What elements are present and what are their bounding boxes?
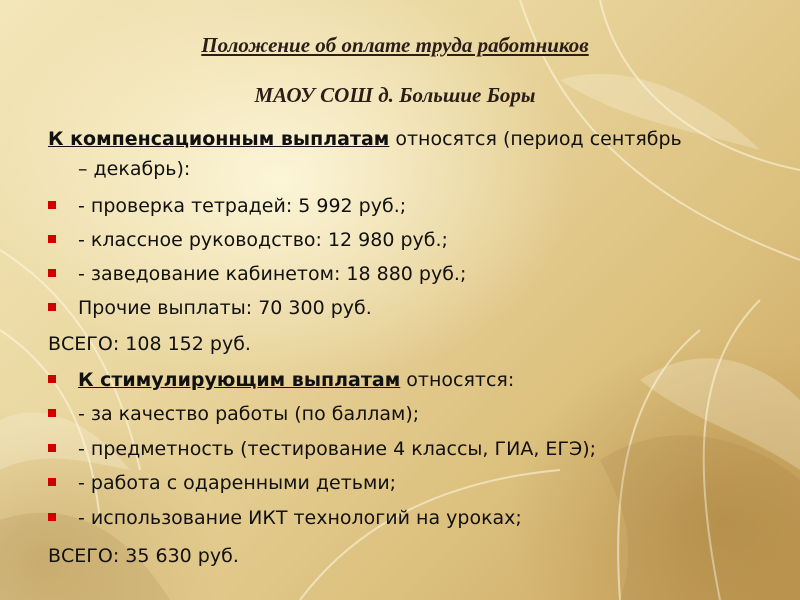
bullet-icon <box>48 513 56 521</box>
bullet-icon <box>48 235 56 243</box>
bullet-icon <box>48 375 56 383</box>
bullet-icon <box>48 269 56 277</box>
bullet-icon <box>48 303 56 311</box>
stimulus-heading-rest: относятся: <box>400 369 515 391</box>
slide-subtitle: МАОУ СОШ д. Большие Боры <box>254 83 536 107</box>
slide-background: Положение об оплате труда работников МАОУ СОШ д. Большие Боры К компенсационным выплатам относятся (период сентябрь – декабрь): - проверка тетрадей: 5 992 руб.; - классное руководство: 12 980 руб.; - заведование кабинетом: 18 880 руб.; Прочие выплаты: 70 300 руб. ВСЕГО: 108 152 руб. К стимулирующим выплатам относятся: - за качество работы (по баллам); - предметность (тестирование 4 классы, ГИА, ЕГЭ); - работа с одаренными детьми; - использование ИКТ технологий на уроках; ВСЕГО: 35 630 руб. <box>0 0 800 600</box>
bullet-icon <box>48 201 56 209</box>
slide-title: Положение об оплате труда работников <box>201 33 589 57</box>
bullet-icon <box>48 478 56 486</box>
bullet-icon <box>48 444 56 452</box>
bullet-icon <box>48 409 56 417</box>
compensation-heading-rest: относятся (период сентябрь <box>389 128 682 150</box>
compensation-heading-bold: К компенсационным выплатам <box>48 128 390 150</box>
stimulus-heading-bold: К стимулирующим выплатам <box>78 369 401 391</box>
